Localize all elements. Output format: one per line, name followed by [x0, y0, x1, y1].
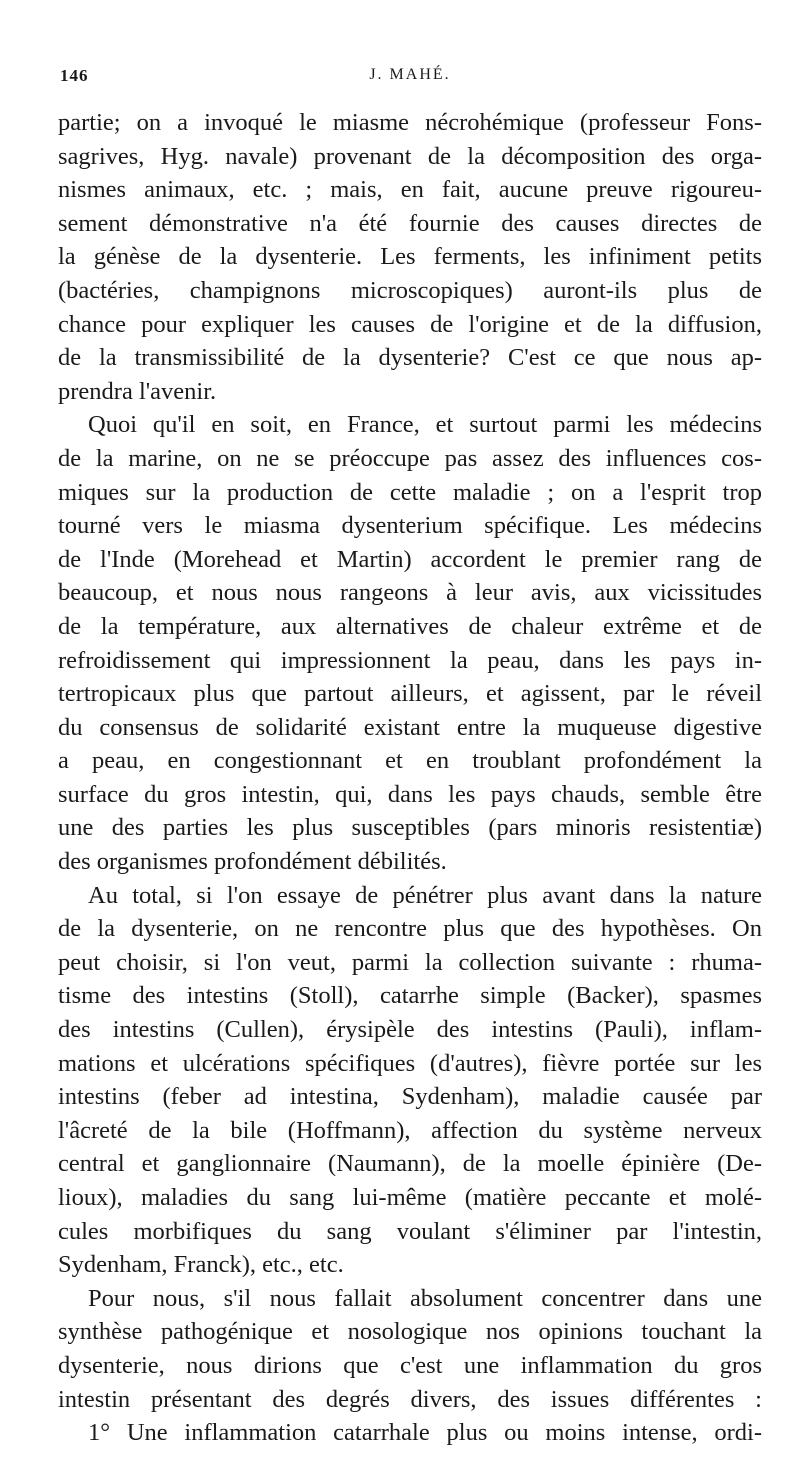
text-line: 1° Une inflammation catarrhale plus ou moins intense, ordi-: [88, 1419, 762, 1447]
text-line: chance pour expliquer les causes de l'origine et de la diffusion,: [58, 310, 762, 338]
text-line: peut choisir, si l'on veut, parmi la collection suivante : rhuma-: [58, 948, 762, 976]
text-line: tertropicaux plus que partout ailleurs, et agissent, par le réveil: [58, 680, 762, 708]
text-line: des intestins (Cullen), érysipèle des intestins (Pauli), inflam-: [58, 1016, 762, 1044]
text-line: a peau, en congestionnant et en troublant profondément la: [58, 747, 762, 775]
text-line: Quoi qu'il en soit, en France, et surtout parmi les médecins: [88, 411, 762, 439]
page-header: [58, 58, 762, 92]
text-line: sagrives, Hyg. navale) provenant de la décomposition des orga-: [58, 142, 762, 170]
text-line: beaucoup, et nous nous rangeons à leur avis, aux vicissitudes: [58, 579, 762, 607]
text-line: du consensus de solidarité existant entre la muqueuse digestive: [58, 713, 762, 741]
text-line: cules morbifiques du sang voulant s'éliminer par l'intestin,: [58, 1217, 762, 1245]
text-line: miques sur la production de cette maladie ; on a l'esprit trop: [58, 478, 762, 506]
text-line: une des parties les plus susceptibles (pars minoris resistentiæ): [58, 814, 762, 842]
text-line: de la transmissibilité de la dysenterie? C'est ce que nous ap-: [58, 344, 762, 372]
text-line: de la température, aux alternatives de chaleur extrême et de: [58, 612, 762, 640]
text-line: central et ganglionnaire (Naumann), de la moelle épinière (De-: [58, 1150, 762, 1178]
text-line: mations et ulcérations spécifiques (d'autres), fièvre portée sur les: [58, 1049, 762, 1077]
text-line: surface du gros intestin, qui, dans les pays chauds, semble être: [58, 780, 762, 808]
text-line: partie; on a invoqué le miasme nécrohémique (professeur Fons-: [58, 109, 762, 136]
text-line: refroidissement qui impressionnent la peau, dans les pays in-: [58, 646, 762, 674]
text-line: de la dysenterie, on ne rencontre plus que des hypothèses. On: [58, 915, 762, 943]
body-text: [58, 106, 762, 1450]
text-line: de l'Inde (Morehead et Martin) accordent le premier rang de: [58, 545, 762, 573]
text-line: tisme des intestins (Stoll), catarrhe simple (Backer), spasmes: [58, 982, 762, 1010]
text-line: l'âcreté de la bile (Hoffmann), affection du système nerveux: [58, 1116, 762, 1144]
text-line: intestin présentant des degrés divers, des issues différentes :: [58, 1385, 762, 1413]
text-line: Pour nous, s'il nous fallait absolument concentrer dans une: [88, 1284, 762, 1312]
text-line: de la marine, on ne se préoccupe pas assez des influences cos-: [58, 444, 762, 472]
page-number: 146: [60, 66, 89, 85]
text-line: prendra l'avenir.: [58, 377, 217, 405]
running-head: J. MAHÉ.: [369, 66, 451, 83]
text-line: Au total, si l'on essaye de pénétrer plus avant dans la nature: [88, 881, 762, 909]
text-line: intestins (feber ad intestina, Sydenham), maladie causée par: [58, 1083, 762, 1111]
text-line: dysenterie, nous dirions que c'est une inflammation du gros: [58, 1351, 762, 1379]
document-page: [58, 58, 762, 1450]
text-line: Sydenham, Franck), etc., etc.: [58, 1251, 344, 1279]
text-line: (bactéries, champignons microscopiques) auront-ils plus de: [58, 276, 762, 304]
text-line: synthèse pathogénique et nosologique nos opinions touchant la: [58, 1318, 762, 1346]
text-line: la génèse de la dysenterie. Les ferments, les infiniment petits: [58, 243, 762, 271]
text-line: sement démonstrative n'a été fournie des causes directes de: [58, 209, 762, 237]
text-line: tourné vers le miasma dysenterium spécifique. Les médecins: [58, 512, 762, 540]
text-line: nismes animaux, etc. ; mais, en fait, aucune preuve rigoureu-: [58, 176, 762, 204]
text-line: lioux), maladies du sang lui-même (matière peccante et molé-: [58, 1184, 762, 1211]
text-line: des organismes profondément débilités.: [58, 848, 447, 876]
